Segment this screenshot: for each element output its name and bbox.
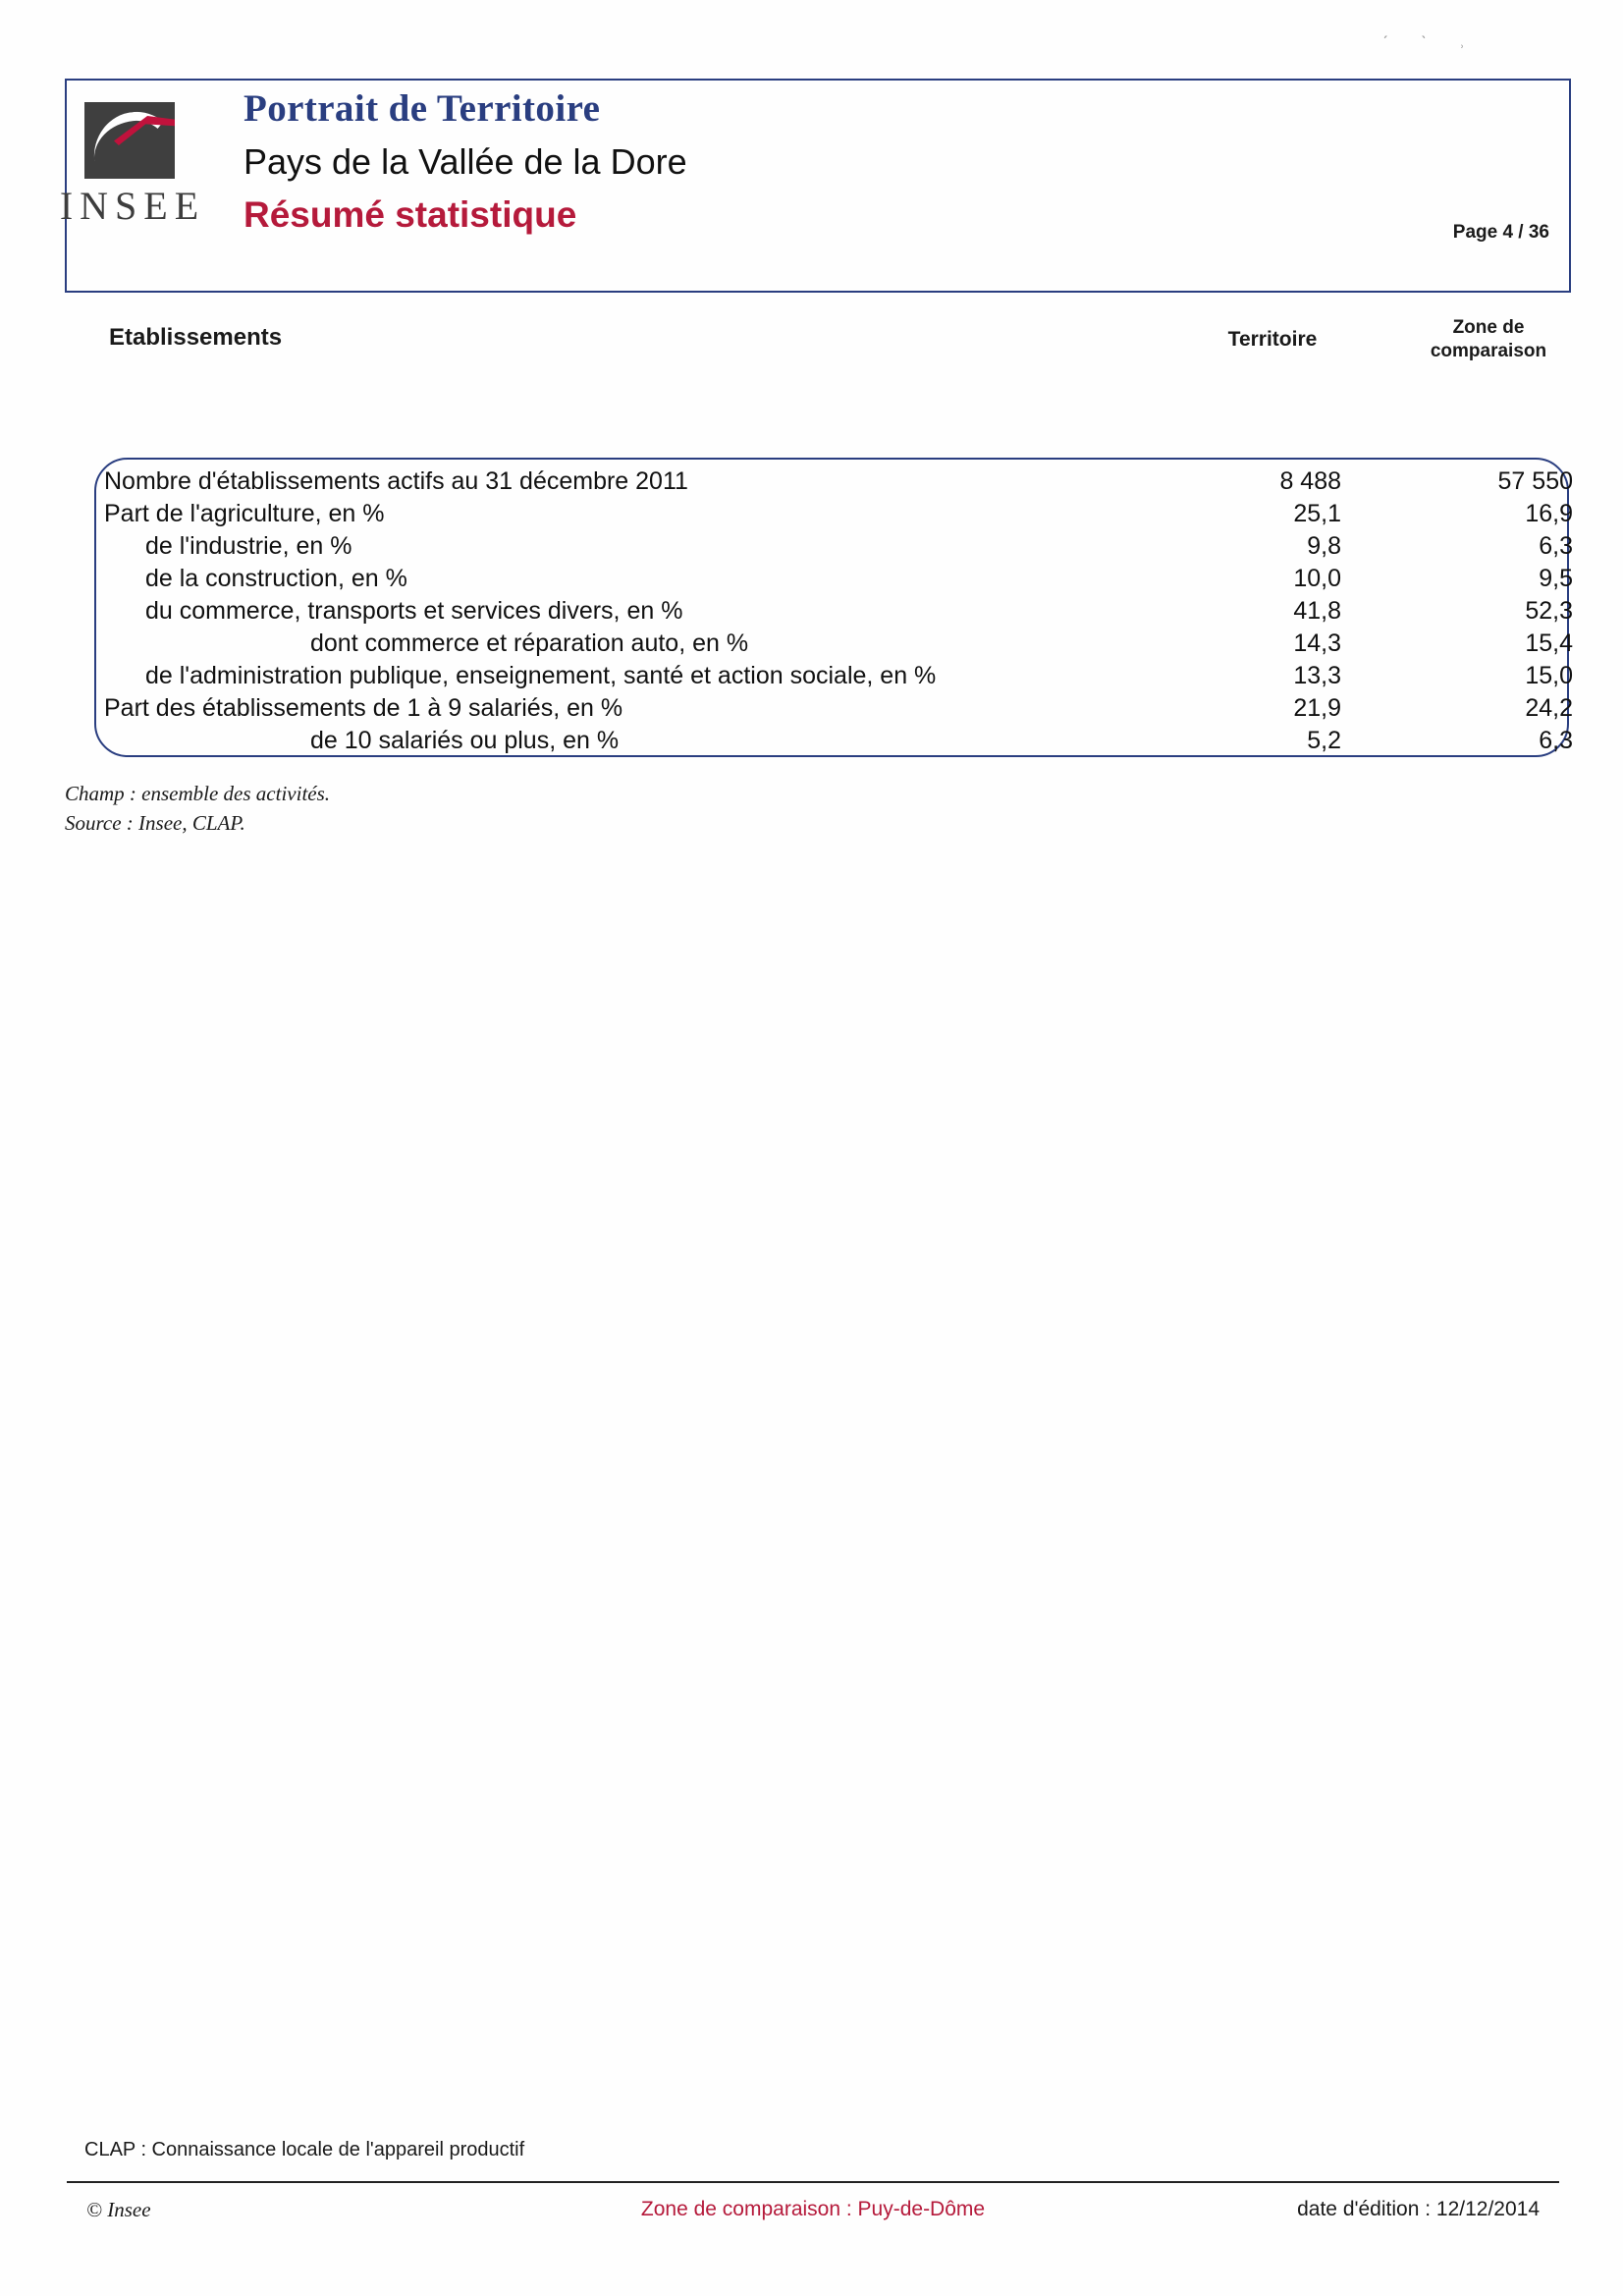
row-value-zone-comparaison: 15,4 [1525,629,1573,657]
row-value-territoire: 8 488 [1279,467,1341,495]
footer-copyright: © Insee [86,2198,151,2221]
row-value-zone-comparaison: 15,0 [1525,662,1573,689]
insee-wordmark: INSEE [59,184,206,228]
table-row [65,662,1571,694]
table-row [65,532,1571,565]
note-champ: Champ : ensemble des activités. [65,782,331,805]
row-value-territoire: 5,2 [1307,727,1341,754]
table-notes [65,779,330,839]
document-subtitle: Pays de la Vallée de la Dore [243,141,687,182]
document-title: Portrait de Territoire [243,87,601,130]
row-label: de l'administration publique, enseignement, santé et action sociale, en % [145,662,937,689]
table-section-title: Etablissements [109,324,283,351]
row-value-territoire: 10,0 [1293,565,1341,592]
row-label: Part des établissements de 1 à 9 salariés, en % [104,694,623,722]
document-sheet [47,57,1579,2247]
note-source: Source : Insee, CLAP. [65,811,245,836]
document-section-title: Résumé statistique [243,194,577,235]
table-row [65,694,1571,727]
row-label: de la construction, en % [145,565,407,592]
column-header-zone-comparaison [1390,316,1587,363]
row-value-territoire: 13,3 [1293,662,1341,689]
row-value-zone-comparaison: 9,5 [1539,565,1573,592]
row-value-territoire: 14,3 [1293,629,1341,657]
column-header-zone-line1: Zone de [1452,317,1525,338]
row-value-territoire: 9,8 [1307,532,1341,560]
footer-edition-date: date d'édition : 12/12/2014 [1297,2198,1540,2220]
table-header [65,314,1571,373]
row-value-zone-comparaison: 6,3 [1539,532,1573,560]
column-header-zone-line2: comparaison [1430,340,1547,361]
page-number: Page 4 / 36 [1452,222,1549,243]
table-row [65,597,1571,629]
row-value-zone-comparaison: 24,2 [1525,694,1573,722]
row-label: de 10 salariés ou plus, en % [310,727,620,754]
footer-divider [67,2181,1559,2183]
table-row [65,500,1571,532]
row-value-zone-comparaison: 6,3 [1539,727,1573,754]
table-body [65,467,1571,759]
row-value-zone-comparaison: 52,3 [1525,597,1573,625]
scan-artifact-marks: ˊ ˋ ˒ [1382,33,1479,53]
insee-logo [41,102,218,229]
footer-definition: CLAP : Connaissance locale de l'appareil productif [84,2139,525,2160]
row-value-zone-comparaison: 16,9 [1525,500,1573,527]
column-header-territoire: Territoire [1227,328,1318,351]
table-row [65,467,1571,500]
table-row [65,727,1571,759]
row-value-territoire: 21,9 [1293,694,1341,722]
row-value-territoire: 41,8 [1293,597,1341,625]
row-label: du commerce, transports et services divers, en % [145,597,683,625]
table-row [65,629,1571,662]
footer-row [67,2198,1559,2237]
row-label: dont commerce et réparation auto, en % [310,629,749,657]
row-label: de l'industrie, en % [145,532,352,560]
row-value-territoire: 25,1 [1293,500,1341,527]
insee-logo-icon [84,102,175,179]
row-label: Part de l'agriculture, en % [104,500,385,527]
title-block [243,86,1225,236]
row-value-zone-comparaison: 57 550 [1497,467,1573,495]
footer-comparison-zone: Zone de comparaison : Puy-de-Dôme [640,2198,986,2220]
table-row [65,565,1571,597]
row-label: Nombre d'établissements actifs au 31 décembre 2011 [104,467,688,495]
